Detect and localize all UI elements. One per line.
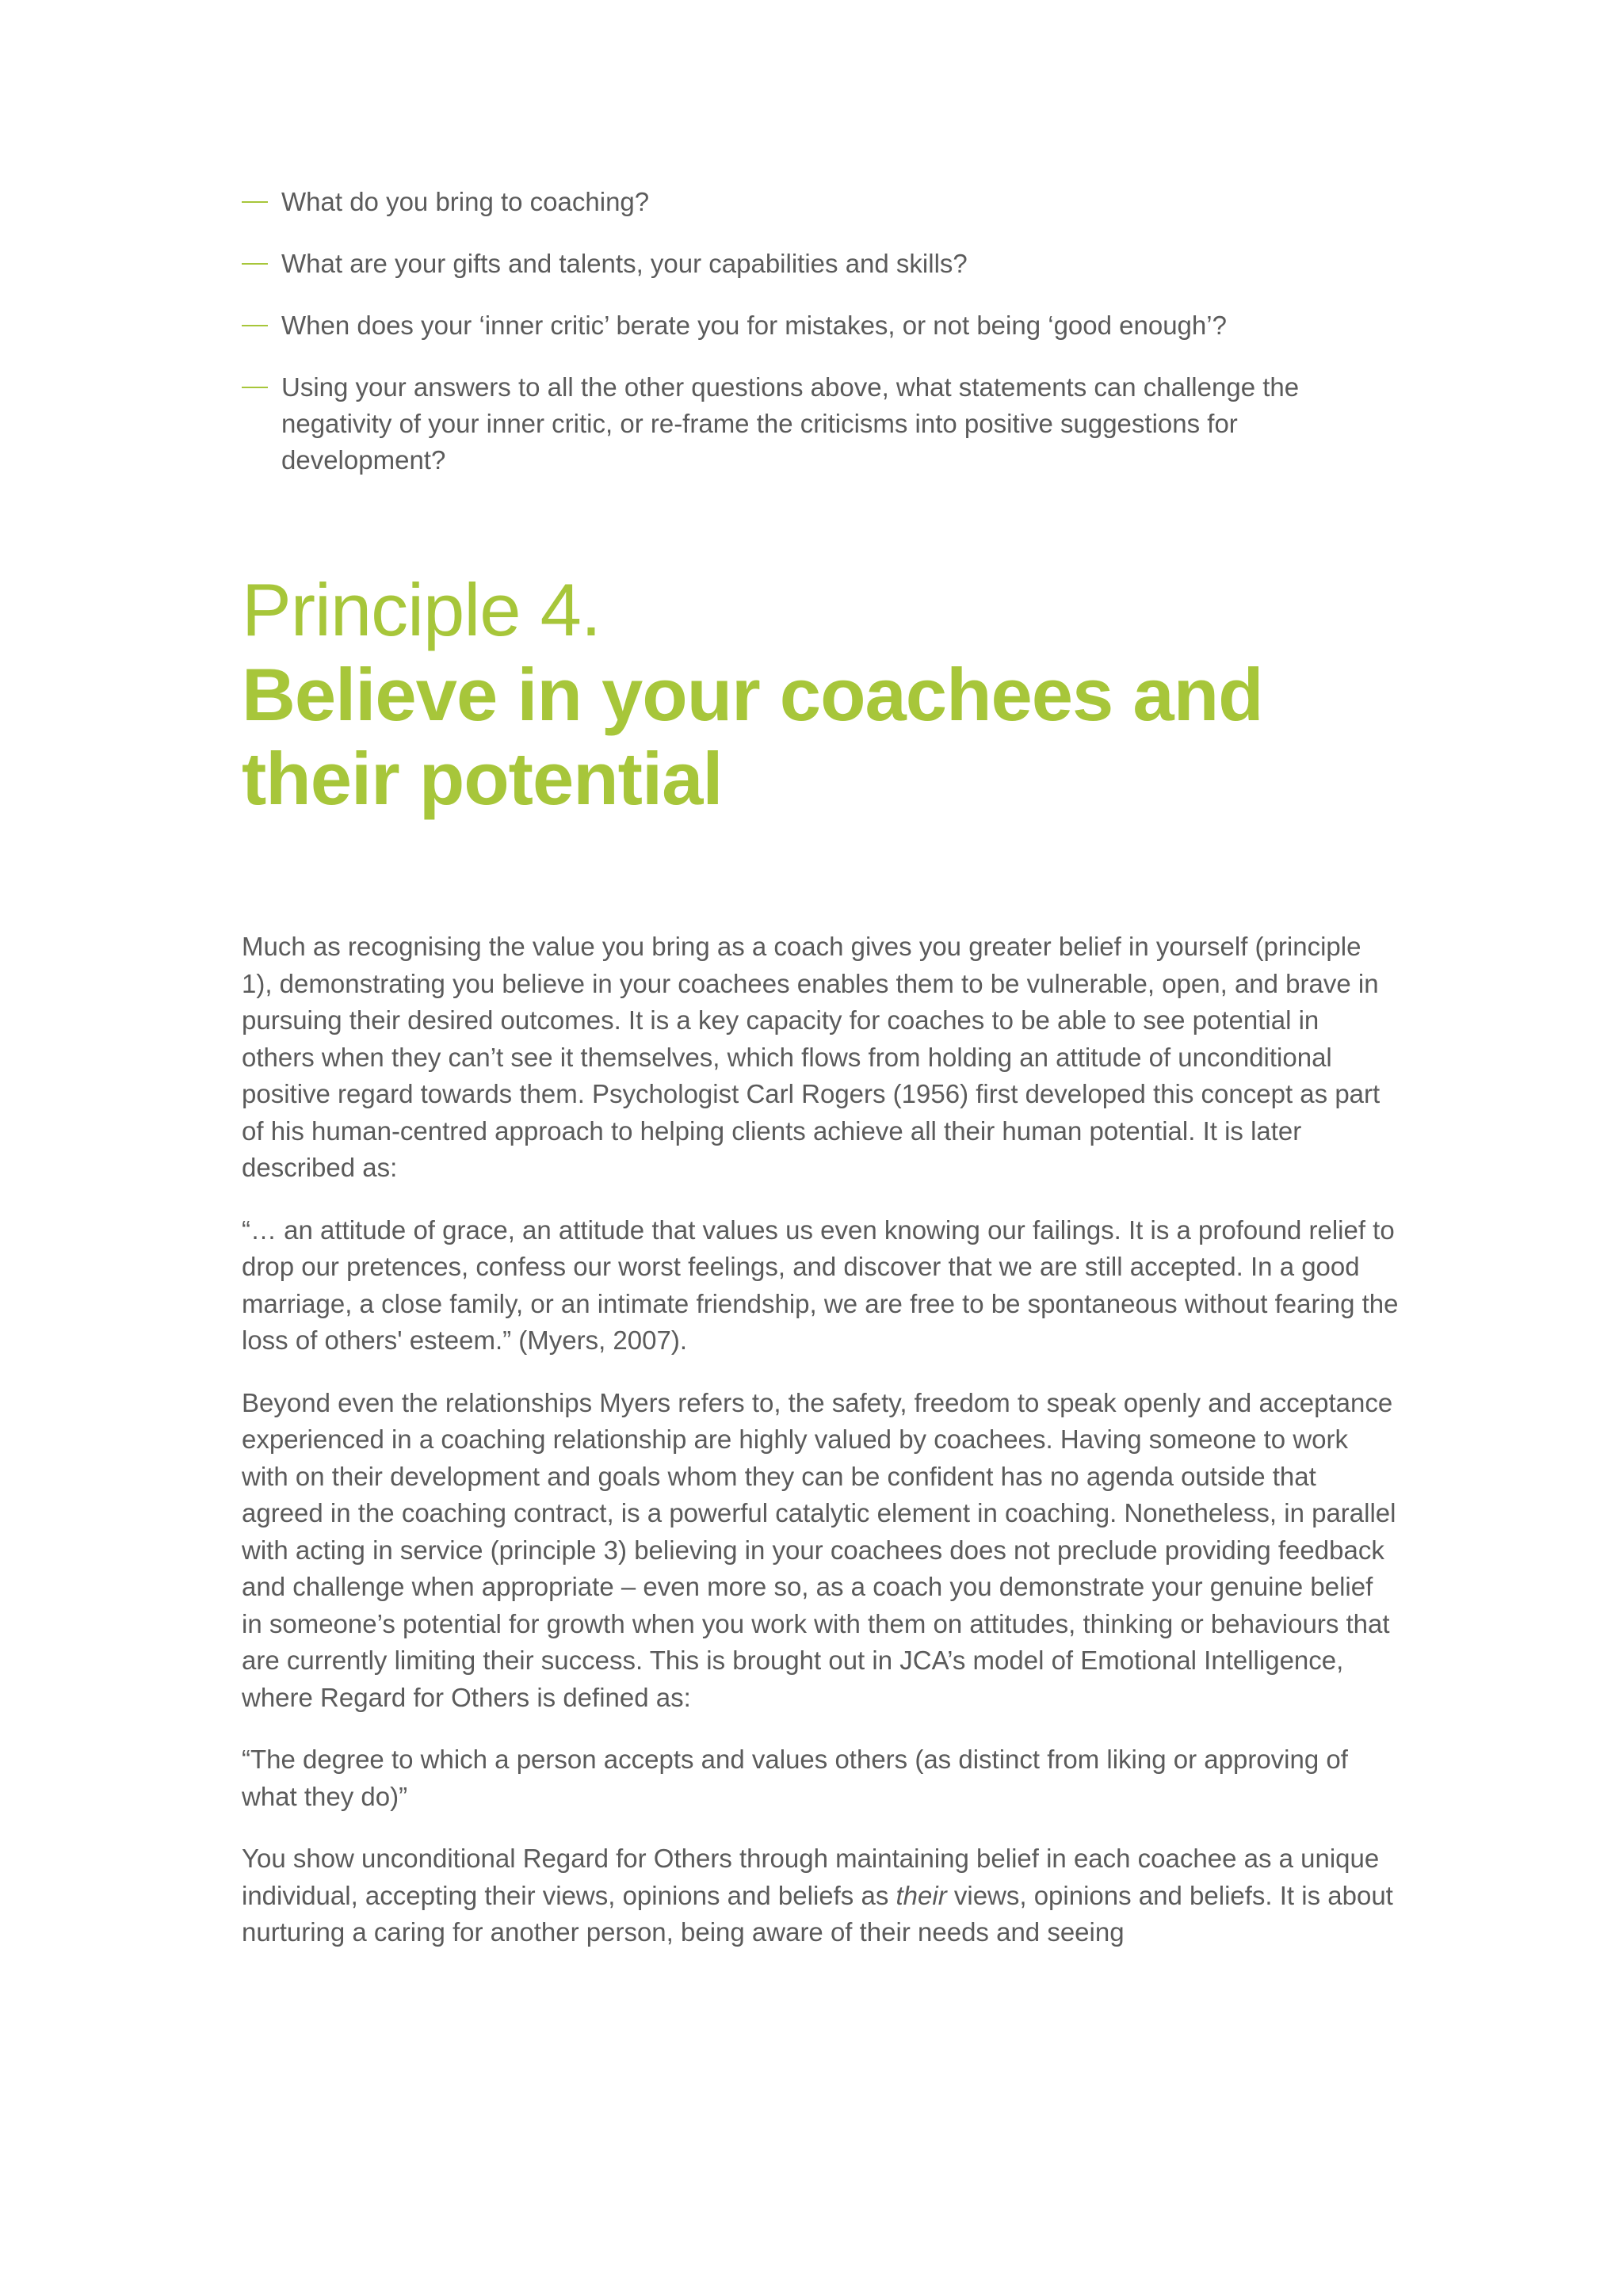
- paragraph-intro: Much as recognising the value you bring as a coach gives you greater belief in yourself (principle 1), demonstrating you believe in your coachees enables them to be vulnerable, open, and brave in pursuing their desired outcomes. It is a key capacity for coaches to be able to see potential in others when they can’t see it themselves, which flows from holding an attitude of unconditional positive regard towards them. Psychologist Carl Rogers (1956) first developed this concept as part of his human-centred approach to helping clients achieve all their human potential. It is later described as:: [242, 932, 1381, 1182]
- document-page: [242, 184, 1399, 1977]
- paragraph-text-end: views, opinions and beliefs. It is about nurturing a caring for another person, being aware of their needs and seeing: [242, 1880, 1393, 1947]
- dash-bullet-icon: [242, 387, 268, 388]
- list-item-text: When does your ‘inner critic’ berate you for mistakes, or not being ‘good enough’?: [281, 311, 1227, 340]
- paragraph-quote-definition: “The degree to which a person accepts and values others (as distinct from liking or approving of what they do)”: [242, 1745, 1348, 1811]
- reflection-question-list: [242, 184, 1399, 479]
- list-item: [242, 184, 1399, 220]
- list-item-text: Using your answers to all the other questions above, what statements can challenge the negativity of your inner critic, or re-frame the criticisms into positive suggestions for development?: [281, 372, 1300, 475]
- dash-bullet-icon: [242, 201, 268, 203]
- section-heading: [242, 567, 1399, 821]
- dash-bullet-icon: [242, 263, 268, 265]
- paragraph-regard-for-others: [242, 1840, 1399, 1951]
- list-item-text: What are your gifts and talents, your capabilities and skills?: [281, 249, 968, 278]
- list-item: [242, 307, 1399, 344]
- paragraph-coaching-relationship: Beyond even the relationships Myers refers to, the safety, freedom to speak openly and acceptance experienced in a coaching relationship are highly valued by coachees. Having someone to work with on their development and goals whom they can be confident has no agenda outside that agreed in the coaching contract, is a powerful catalytic element in coaching. Nonetheless, in parallel with acting in service (principle 3) believing in your coachees does not preclude providing feedback and challenge when appropriate – even more so, as a coach you demonstrate your genuine belief in someone’s potential for growth when you work with them on attitudes, thinking or behaviours that are currently limiting their success. This is brought out in JCA’s model of Emotional Intelligence, where Regard for Others is defined as:: [242, 1387, 1396, 1712]
- list-item: [242, 369, 1399, 479]
- dash-bullet-icon: [242, 325, 268, 326]
- list-item-text: What do you bring to coaching?: [281, 187, 650, 216]
- body-text: [242, 929, 1399, 1951]
- principle-title-line-2: their potential: [242, 737, 723, 820]
- list-item: [242, 246, 1399, 282]
- paragraph-text-start: You show unconditional Regard for Others through maintaining belief in each coachee as a unique individual, accepting their views, opinions and beliefs as: [242, 1844, 1380, 1910]
- principle-number: Principle 4.: [242, 568, 601, 651]
- principle-title-line-1: Believe in your coachees and: [242, 653, 1263, 736]
- emphasis-their: their: [896, 1880, 947, 1910]
- paragraph-quote-myers: “… an attitude of grace, an attitude that values us even knowing our failings. It is a profound relief to drop our pretences, confess our worst feelings, and discover that we are still accepted. In a good marriage, a close family, or an intimate friendship, we are free to be spontaneous without fearing the loss of others' esteem.” (Myers, 2007).: [242, 1215, 1399, 1355]
